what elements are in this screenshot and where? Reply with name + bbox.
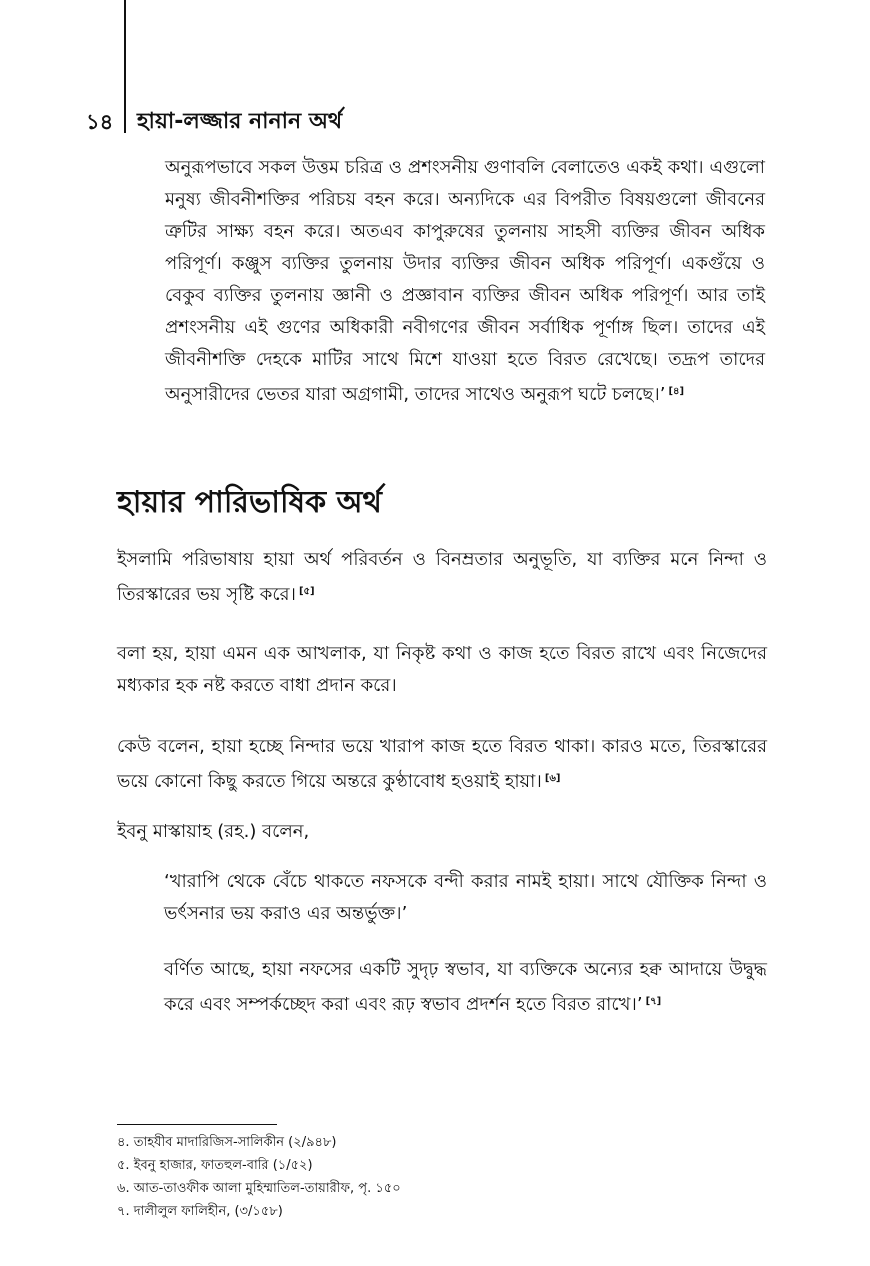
footnote-7: ৭. দালীলুল ফালিহীন, (৩/১৫৮)	[117, 1204, 283, 1219]
footnote-ref-6[interactable]: [৬]	[544, 773, 561, 784]
paragraph-text: বলা হয়, হায়া এমন এক আখলাক, যা নিকৃষ্ট কথা ও কাজ হতে বিরত রাখে এবং নিজেদের মধ্যকার হক নষ্ট করতে বাধা প্রদান করে।	[117, 643, 767, 696]
paragraph-text: ‘খারাপি থেকে বেঁচে থাকতে নফসকে বন্দী করার নামই হায়া। সাথে যৌক্তিক নিন্দা ও ভর্ৎসনার ভয় করাও এর অন্তর্ভুক্ত।’	[164, 871, 767, 924]
running-title: হায়া-লজ্জার নানান অর্থ	[137, 109, 343, 134]
header-vertical-rule	[124, 0, 126, 133]
footnote-5: ৫. ইবনু হাজার, ফাতহুল-বারি (১/৫২)	[117, 1158, 313, 1173]
paragraph-definition	[117, 544, 767, 611]
paragraph-text: ইবনু মাস্কায়াহ (রহ.) বলেন,	[117, 821, 310, 842]
paragraph-ibn-miskawayh	[117, 816, 767, 848]
quote-text: অনুরূপভাবে সকল উত্তম চরিত্র ও প্রশংসনীয় গুণাবলি বেলাতেও একই কথা। এগুলো মনুষ্য জীবনীশক্তির পরিচয় বহন করে। অন্যদিকে এর বিপরীত বিষয়গুলো জীবনের ত্রুটির সাক্ষ্য বহন করে। অতএব কাপুরুষের তুলনায় সাহসী ব্যক্তির জীবন অধিক পরিপূর্ণ। কঞ্জুস ব্যক্তির তুলনায় উদার ব্যক্তির জীবন অধিক পরিপূর্ণ। একগুঁয়ে ও বেকুব ব্যক্তির তুলনায় জ্ঞানী ও প্রজ্ঞাবান ব্যক্তির জীবন অধিক পরিপূর্ণ। আর তাই প্রশংসনীয় এই গুণের অধিকারী নবীগণের জীবন সর্বাধিক পূর্ণাঙ্গ ছিল। তাদের এই জীবনীশক্তি দেহকে মাটির সাথে মিশে যাওয়া হতে বিরত রেখেছে। তদ্রূপ তাদের অনুসারীদের ভেতর যারা অগ্রগামী, তাদের সাথেও অনুরূপ ঘটে চলছে।’	[165, 157, 765, 405]
paragraph-text: ইসলামি পরিভাষায় হায়া অর্থ পরিবর্তন ও বিনম্রতার অনুভূতি, যা ব্যক্তির মনে নিন্দা ও তিরস্কারের ভয় সৃষ্টি করে।	[117, 549, 767, 605]
footnotes-list	[117, 1131, 767, 1223]
paragraph-opinions	[117, 731, 767, 798]
page-number: ১৪	[86, 110, 114, 134]
footnote-6: ৬. আত-তাওফীক আলা মুহিম্মাতিল-তায়ারীফ, পৃ. ১৫০	[117, 1181, 401, 1196]
footnote-ref-5[interactable]: [৫]	[298, 586, 315, 597]
footnote-ref-7[interactable]: [৭]	[645, 996, 662, 1007]
paragraph-text: বর্ণিত আছে, হায়া নফসের একটি সুদৃঢ় স্বভাব, যা ব্যক্তিকে অন্যের হক্ব আদায়ে উদ্বুদ্ধ করে এবং সম্পর্কচ্ছেদ করা এবং রূঢ় স্বভাব প্রদর্শন হতে বিরত রাখে।’	[164, 959, 767, 1015]
paragraph-text: কেউ বলেন, হায়া হচ্ছে নিন্দার ভয়ে খারাপ কাজ হতে বিরত থাকা। কারও মতে, তিরস্কারের ভয়ে কোনো কিছু করতে গিয়ে অন্তরে কুণ্ঠাবোধ হওয়াই হায়া।	[117, 736, 767, 792]
footnote-ref-4[interactable]: [৪]	[668, 386, 685, 397]
quote-block	[165, 152, 765, 411]
paragraph-akhlaq	[117, 638, 767, 702]
quote-narrated	[164, 954, 767, 1021]
footnote-4: ৪. তাহযীব মাদারিজিস-সালিকীন (২/৯৪৮)	[117, 1135, 337, 1150]
section-heading: হায়ার পারিভাষিক অর্থ	[117, 485, 382, 520]
footnote-divider	[117, 1124, 277, 1125]
quote-ibn-miskawayh	[164, 866, 767, 930]
